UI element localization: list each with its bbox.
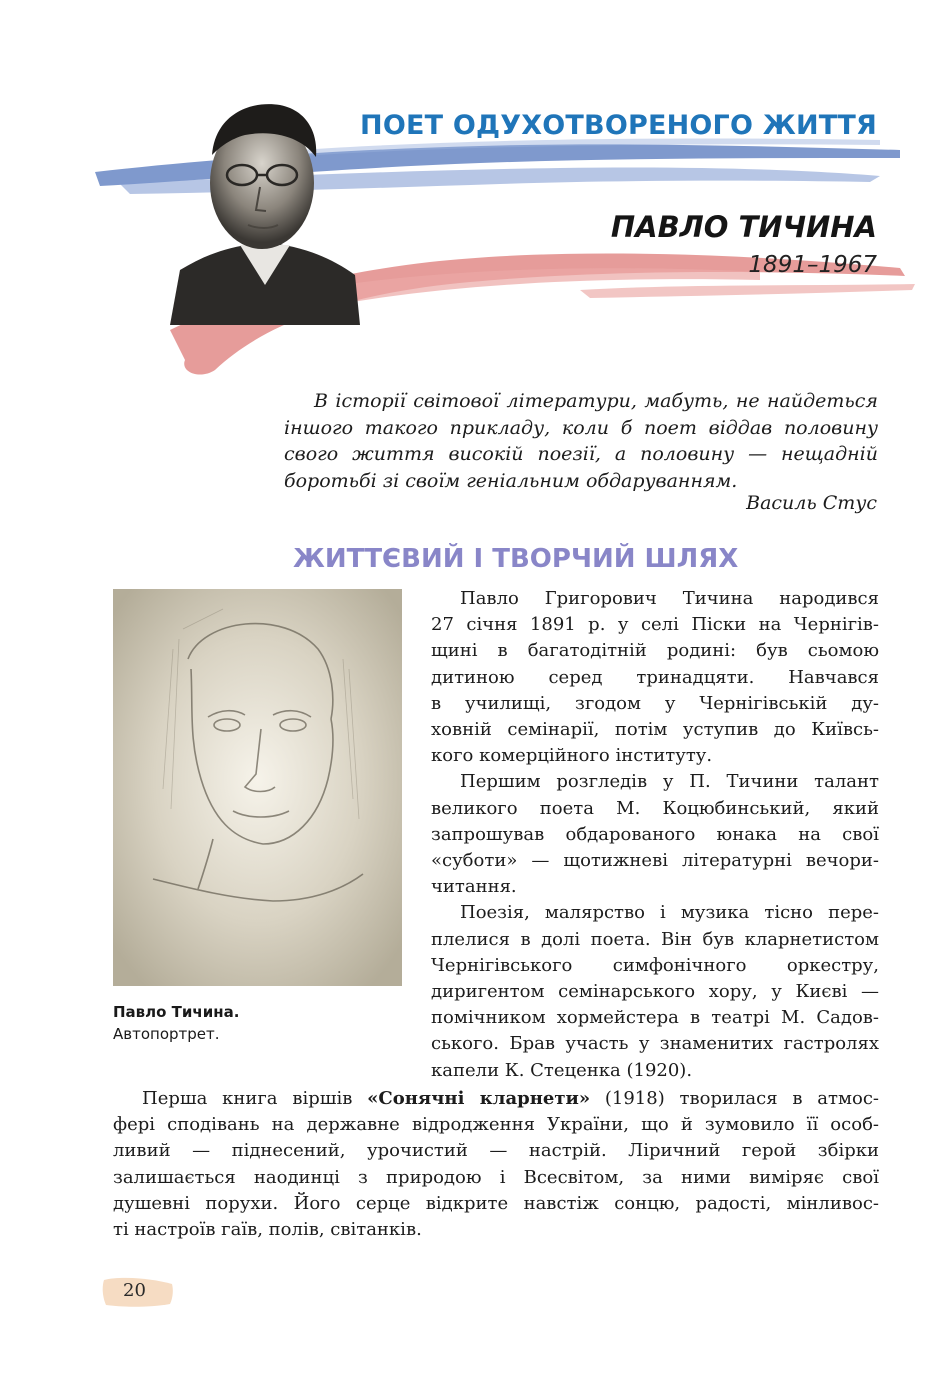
text-line: великого поета М. Коцюбинський, який — [431, 797, 879, 819]
autoportrait-image — [113, 589, 402, 986]
epigraph-line: свого життя високій поезії, а половину — нещадній — [284, 443, 878, 465]
epigraph-line: іншого такого прикладу, коли б поет віддав половину — [284, 416, 878, 439]
author-name: ПАВЛО ТИЧИНА — [610, 210, 877, 244]
text-line: Першим розгледів у П. Тичини талант — [460, 771, 879, 793]
book-title: «Сонячні кларнети» — [367, 1088, 591, 1109]
biography-text — [431, 586, 879, 1084]
text-line: ського. Брав участь у знаменитих гастролях — [431, 1033, 879, 1055]
text-line: душевні порухи. Його серце відкрите навстіж сонцю, радості, мінливос- — [113, 1192, 879, 1214]
text-line: кого комерційного інституту. — [431, 745, 713, 767]
text-line: помічником хормейстера в театрі М. Садов- — [431, 1007, 879, 1029]
epigraph — [284, 388, 878, 494]
text-line: запрошував обдарованого юнака на свої — [431, 823, 879, 845]
text-line: Поезія, малярство і музика тісно пере- — [460, 902, 879, 924]
text-line: плелися в долі поета. Він був кларнетистом — [431, 928, 879, 950]
text-line: ливий — піднесений, урочистий — настрій. Ліричний герой збірки — [113, 1140, 879, 1162]
figure-caption-subtitle: Автопортрет. — [113, 1025, 220, 1043]
text-line: читання. — [431, 876, 517, 898]
text-line: капели К. Стеценка (1920). — [431, 1059, 693, 1081]
page-number: 20 — [123, 1280, 146, 1301]
figure-caption-title: Павло Тичина. — [113, 1003, 240, 1021]
text-line: фері сподівань на державне відродження України, що й зумовило її особ- — [113, 1114, 879, 1136]
epigraph-line: В історії світової літератури, мабуть, не найдеться — [314, 390, 878, 412]
text-line: ті настроїв гаїв, полів, світанків. — [113, 1219, 422, 1241]
text-line: залишається наодинці з природою і Всесвітом, за ними виміряє свої — [113, 1166, 879, 1188]
text-line: Павло Григорович Тичина народився — [460, 588, 879, 609]
first-book-text — [113, 1086, 879, 1243]
text-line — [113, 1086, 879, 1112]
epigraph-author: Василь Стус — [746, 492, 877, 514]
chapter-label: ПОЕТ ОДУХОТВОРЕНОГО ЖИТТЯ — [360, 110, 877, 141]
text-line: в училищі, згодом у Чернігівській ду- — [431, 692, 879, 714]
section-heading: ЖИТТЄВИЙ І ТВОРЧИЙ ШЛЯХ — [293, 544, 739, 574]
text-fragment: Перша книга віршів — [142, 1088, 368, 1109]
text-line: «суботи» — щотижневі літературні вечори- — [431, 850, 879, 872]
text-fragment: (1918) творилася в атмос- — [590, 1088, 879, 1109]
text-line: ховній семінарії, потім уступив до Київсь- — [431, 719, 879, 741]
text-line: дитиною серед тринадцяти. Навчався — [431, 666, 879, 688]
author-years: 1891–1967 — [748, 252, 877, 278]
text-line: щині в багатодітній родині: був сьомою — [431, 640, 879, 662]
epigraph-line: боротьбі зі своїм геніальним обдаруванням. — [284, 469, 738, 492]
poet-photo — [170, 95, 360, 325]
text-line: диригентом семінарського хору, у Києві — — [431, 981, 879, 1003]
header-brush-strokes — [0, 0, 952, 380]
text-line: Чернігівського симфонічного оркестру, — [431, 954, 879, 976]
text-line: 27 січня 1891 р. у селі Піски на Чернігів- — [431, 614, 879, 636]
